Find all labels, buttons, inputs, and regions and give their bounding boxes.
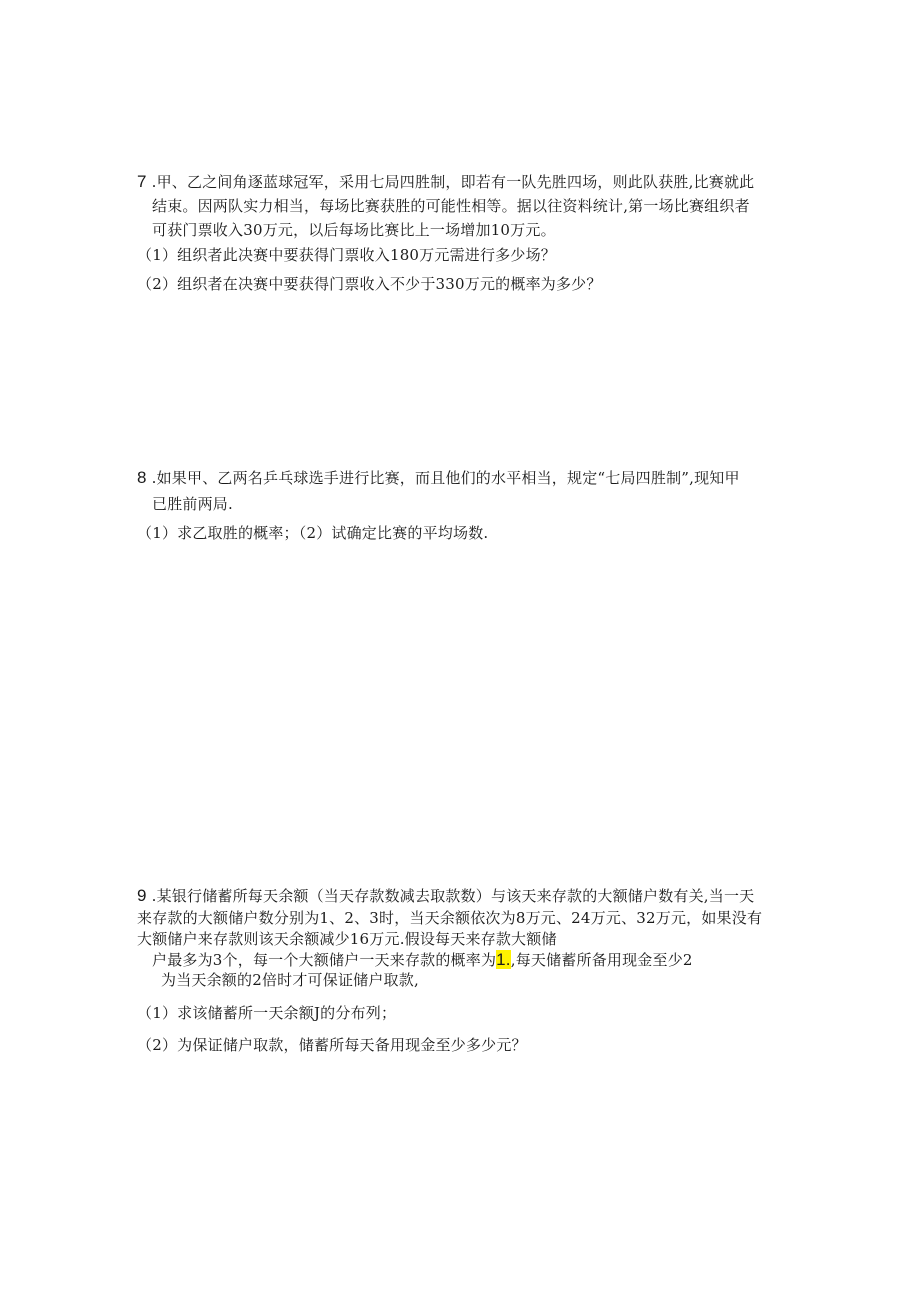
- problem-7-question-1: （1）组织者此决赛中要获得门票收入180万元需进行多少场？: [137, 246, 556, 264]
- problem-7-line-3: 可获门票收入30万元，以后每场比赛比上一场增加10万元。: [152, 221, 556, 239]
- problem-8-question-1: （1）求乙取胜的概率；（2）试确定比赛的平均场数.: [137, 524, 489, 542]
- problem-9-line-2: 来存款的大额储户数分别为1、2、3时，当天余额依次为8万元、24万元、32万元，如果没有: [137, 909, 763, 927]
- highlighted-fraction: 1.: [496, 950, 511, 969]
- problem-7-line-1: [137, 172, 754, 192]
- problem-9-text-4b: ,每天储蓄所备用现金至少2: [510, 951, 693, 969]
- problem-7-number: 7: [137, 172, 147, 191]
- problem-9-text-4a: 户最多为3个，每一个大额储户一天来存款的概率为: [152, 951, 497, 969]
- problem-7-text-1: .甲、乙之间角逐蓝球冠军，采用七局四胜制，即若有一队先胜四场，则此队获胜,比赛就此: [146, 173, 755, 191]
- problem-9-line-3: 大额储户来存款则该天余额减少16万元.假设每天来存款大额储: [137, 930, 557, 948]
- problem-7-line-2: 结束。因两队实力相当，每场比赛获胜的可能性相等。据以往资料统计,第一场比赛组织者: [152, 197, 750, 215]
- problem-9-line-5: 为当天余额的2倍时才可保证储户取款,: [161, 971, 419, 989]
- problem-9-line-1: [137, 886, 754, 906]
- problem-8-line-2: 已胜前两局.: [152, 495, 233, 513]
- problem-8-text-1: .如果甲、乙两名乒乓球选手进行比赛，而且他们的水平相当，规定“七局四胜制”,现知甲: [146, 469, 740, 487]
- problem-8-number: 8: [137, 468, 147, 487]
- problem-9-question-2: （2）为保证储户取款，储蓄所每天备用现金至少多少元？: [137, 1036, 527, 1054]
- problem-8-line-1: [137, 468, 740, 488]
- problem-9-line-4: [152, 950, 693, 970]
- problem-9-question-1: （1）求该储蓄所一天余额J的分布列；: [137, 1004, 397, 1022]
- problem-7-question-2: （2）组织者在决赛中要获得门票收入不少于330万元的概率为多少？: [137, 275, 602, 293]
- problem-9-number: 9: [137, 886, 147, 905]
- problem-9-text-1: .某银行储蓄所每天余额（当天存款数减去取款数）与该天来存款的大额储户数有关,当一天: [146, 887, 755, 905]
